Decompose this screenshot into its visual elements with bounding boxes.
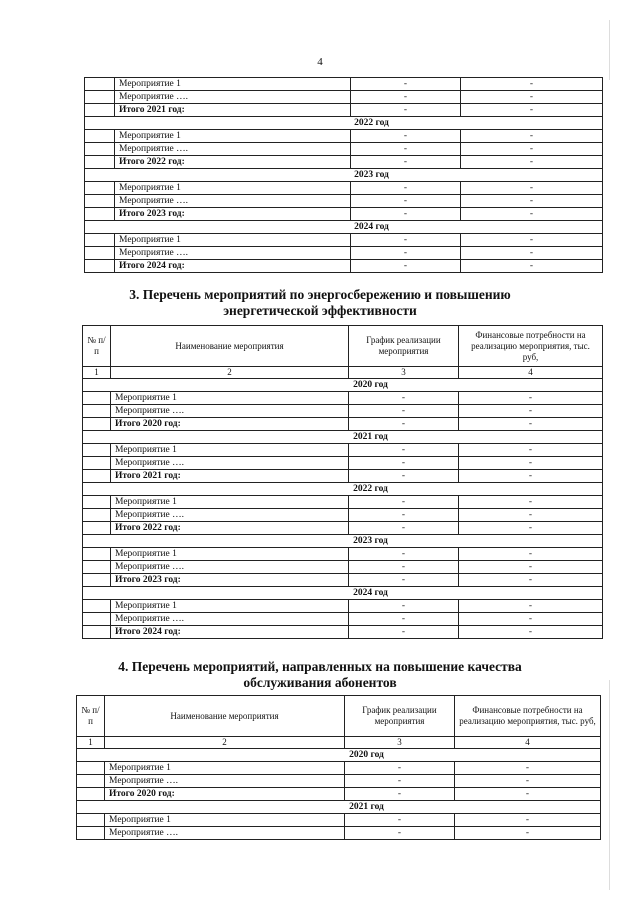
col-schedule-header: График реализации мероприятия [345,696,455,737]
col-finance-header: Финансовые потребности на реализацию мероприятия, тыс. руб, [459,326,603,367]
table-row: Мероприятие 1 - - [85,78,603,91]
table-row: Мероприятие …. - - [77,775,601,788]
table-row: Мероприятие 1 - - [85,234,603,247]
total-row: Итого 2020 год: - - [83,418,603,431]
table-row: Мероприятие 1 - - [83,496,603,509]
table-row: Мероприятие …. - - [83,457,603,470]
table-row: Мероприятие 1 - - [85,130,603,143]
table-row: Мероприятие 1 - - [77,762,601,775]
table-row: Мероприятие …. - - [83,613,603,626]
scan-artifact [609,680,610,890]
events-table-section-3 [82,325,603,639]
table-row: Мероприятие …. - - [85,247,603,260]
section-3-heading: 3. Перечень мероприятий по энергосбережению и повышению энергетической эффективности [129,287,511,318]
table-header-row [83,326,603,367]
year-row: 2022 год [85,117,603,130]
col-no-header: № п/п [77,696,105,737]
total-row: Итого 2024 год: - - [85,260,603,273]
scan-artifact [609,20,610,80]
total-row: Итого 2021 год: - - [83,470,603,483]
events-table-section-2-continued [84,77,603,273]
year-row: 2024 год [85,221,603,234]
total-row: Итого 2020 год: - - [77,788,601,801]
table-row: Мероприятие 1 - - [83,600,603,613]
table-row: Мероприятие 1 - - [77,814,601,827]
table-row: Мероприятие 1 - - [83,548,603,561]
table-row: Мероприятие …. - - [77,827,601,840]
year-row: 2024 год [83,587,603,600]
events-table-section-4 [76,695,601,840]
table-row: Мероприятие …. - - [83,405,603,418]
col-name-header: Наименование мероприятия [111,326,349,367]
total-row: Итого 2023 год: - - [85,208,603,221]
col-name-header: Наименование мероприятия [105,696,345,737]
year-row: 2023 год [83,535,603,548]
year-row: 2021 год [83,431,603,444]
column-number-row: 1 2 3 4 [83,367,603,379]
year-row: 2020 год [77,749,601,762]
total-row: Итого 2021 год: - - [85,104,603,117]
table-row: Мероприятие 1 - - [85,182,603,195]
year-row: 2020 год [83,379,603,392]
total-row: Итого 2022 год: - - [83,522,603,535]
total-row: Итого 2024 год: - - [83,626,603,639]
page-number: 4 [317,56,323,68]
table-header-row [77,696,601,737]
total-row: Итого 2022 год: - - [85,156,603,169]
table-row: Мероприятие …. - - [85,143,603,156]
table-row: Мероприятие 1 - - [83,444,603,457]
table-row: Мероприятие …. - - [83,509,603,522]
year-row: 2022 год [83,483,603,496]
year-row: 2023 год [85,169,603,182]
col-finance-header: Финансовые потребности на реализацию мероприятия, тыс. руб, [455,696,601,737]
year-row: 2021 год [77,801,601,814]
table-row: Мероприятие 1 - - [83,392,603,405]
col-schedule-header: График реализации мероприятия [349,326,459,367]
table-row: Мероприятие …. - - [85,195,603,208]
column-number-row: 1 2 3 4 [77,737,601,749]
event-name: Мероприятие …. [115,91,351,104]
event-name: Мероприятие 1 [115,78,351,91]
section-4-heading: 4. Перечень мероприятий, направленных на повышение качества обслуживания абонентов [118,659,522,690]
table-row: Мероприятие …. - - [85,91,603,104]
table-row: Мероприятие …. - - [83,561,603,574]
total-row: Итого 2023 год: - - [83,574,603,587]
col-no-header: № п/п [83,326,111,367]
